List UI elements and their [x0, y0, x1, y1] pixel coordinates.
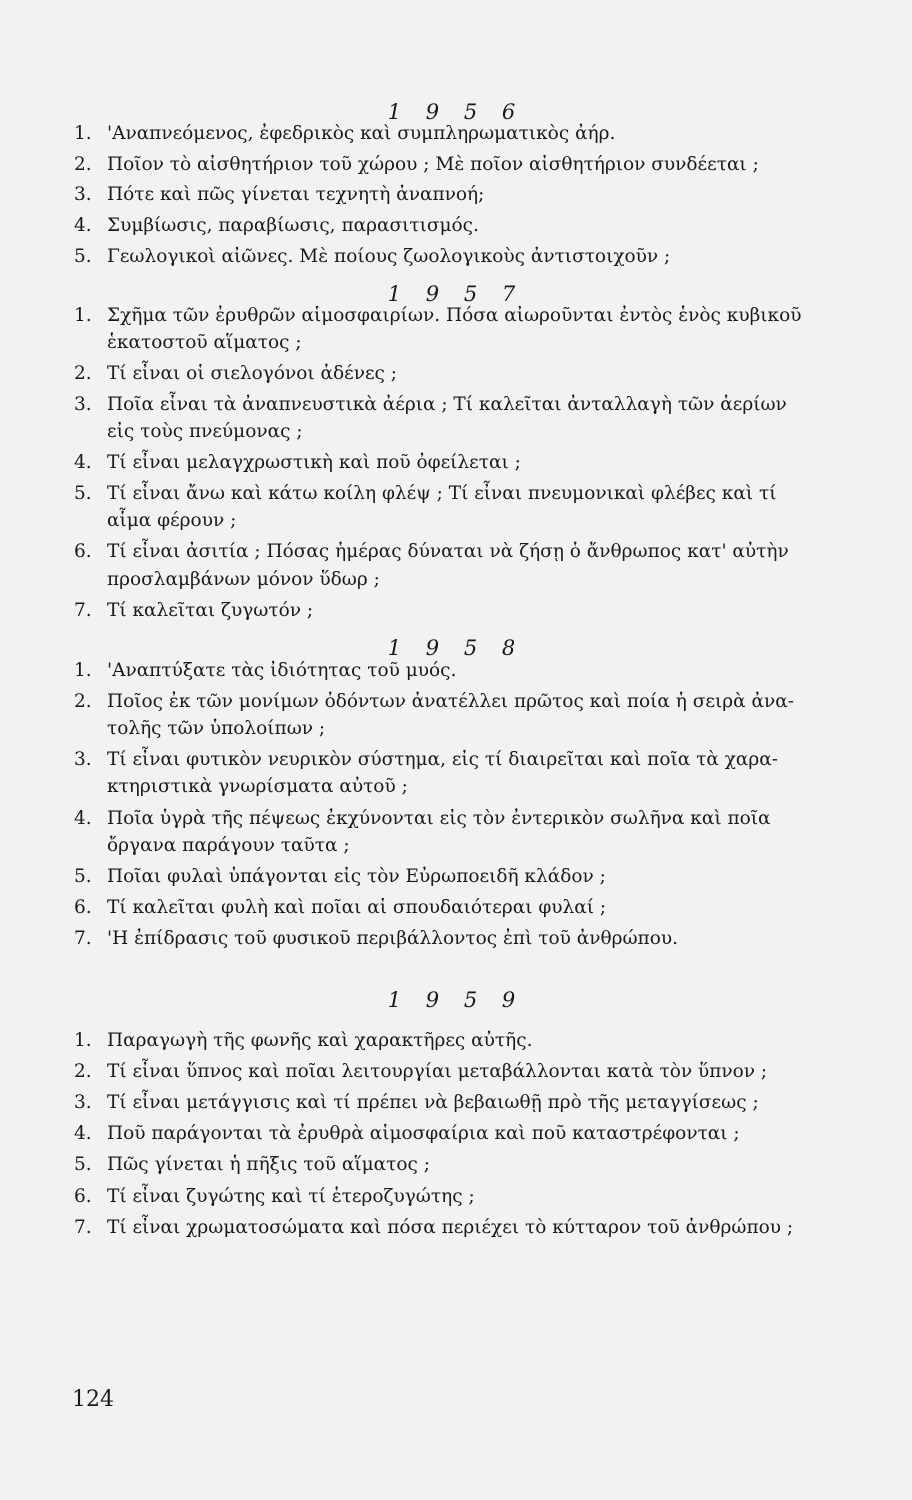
item-text: Ποῖαι φυλαὶ ὑπάγονται εἰς τὸν Εὐρωποειδῆ κλάδον ; — [107, 866, 606, 887]
list-item — [74, 1028, 869, 1054]
item-number: 4. — [74, 808, 92, 829]
item-text: Τί εἶναι ὕπνος καὶ ποῖαι λειτουργίαι μεταβάλλονται κατὰ τὸν ὕπνον ; — [107, 1061, 768, 1082]
item-number: 3. — [74, 1092, 92, 1113]
item-number: 1. — [74, 305, 92, 326]
item-text: Ποῖα ὑγρὰ τῆς πέψεως ἐκχύνονται εἰς τὸν ἐντερικὸν σωλῆνα καὶ ποῖα — [107, 808, 771, 829]
item-text: Γεωλογικοὶ αἰῶνες. Μὲ ποίους ζωολογικοὺς ἀντιστοιχοῦν ; — [107, 246, 671, 267]
item-text: Ποῖος ἐκ τῶν μονίμων ὀδόντων ἀνατέλλει πρῶτος καὶ ποία ἡ σειρὰ ἀνα- — [107, 691, 794, 712]
item-number: 2. — [74, 1061, 92, 1082]
item-text: Ποῖα εἶναι τὰ ἀναπνευστικὰ ἀέρια ; Τί καλεῖται ἀνταλλαγὴ τῶν ἀερίων — [107, 394, 787, 415]
list-item — [74, 182, 869, 208]
item-number: 3. — [74, 749, 92, 770]
item-number: 5. — [74, 1154, 92, 1175]
item-text-continued: τολῆς τῶν ὑπολοίπων ; — [107, 718, 326, 739]
item-number: 2. — [74, 363, 92, 384]
item-text: Τί εἶναι ἄνω καὶ κάτω κοίλη φλέψ ; Τί εἶναι πνευμονικαὶ φλέβες καὶ τί — [107, 483, 777, 504]
section-year-1956: 1 9 5 6 — [387, 100, 525, 124]
list-item — [74, 864, 869, 890]
item-text: Ποῦ παράγονται τὰ ἐρυθρὰ αἱμοσφαίρια καὶ ποῦ καταστρέφονται ; — [107, 1123, 740, 1144]
list-item — [74, 213, 869, 239]
list-item — [74, 806, 869, 832]
section-year-1959: 1 9 5 9 — [387, 988, 525, 1012]
list-item — [74, 1184, 869, 1210]
list-item — [74, 481, 869, 507]
item-text-continued: προσλαμβάνων μόνον ὕδωρ ; — [107, 569, 380, 590]
item-text: Τί εἶναι οἱ σιελογόνοι ἀδένες ; — [107, 363, 398, 384]
item-text: Πότε καὶ πῶς γίνεται τεχνητὴ ἀναπνοή; — [107, 184, 485, 205]
item-number: 5. — [74, 483, 92, 504]
item-text: Τί καλεῖται ζυγωτόν ; — [107, 600, 314, 621]
list-item — [74, 689, 869, 715]
list-item — [74, 1121, 869, 1147]
item-number: 2. — [74, 154, 92, 175]
item-number: 6. — [74, 1186, 92, 1207]
item-number: 5. — [74, 866, 92, 887]
item-number: 6. — [74, 541, 92, 562]
item-number: 4. — [74, 452, 92, 473]
item-text: Παραγωγὴ τῆς φωνῆς καὶ χαρακτῆρες αὐτῆς. — [107, 1030, 533, 1051]
item-text: Τί εἶναι ζυγώτης καὶ τί ἑτεροζυγώτης ; — [107, 1186, 475, 1207]
item-number: 3. — [74, 394, 92, 415]
item-text-continued: αἷμα φέρουν ; — [107, 510, 237, 531]
section-year-1958: 1 9 5 8 — [387, 636, 525, 660]
item-number: 4. — [74, 215, 92, 236]
list-item — [74, 747, 869, 773]
list-item — [74, 658, 869, 684]
item-text: Τί εἶναι ἀσιτία ; Πόσας ἡμέρας δύναται νὰ ζήσῃ ὁ ἄνθρωπος κατ' αὐτὴν — [107, 541, 789, 562]
item-number: 7. — [74, 928, 92, 949]
item-number: 4. — [74, 1123, 92, 1144]
item-text: Τί καλεῖται φυλὴ καὶ ποῖαι αἱ σπουδαιότεραι φυλαί ; — [107, 897, 607, 918]
list-item — [74, 392, 869, 418]
item-number: 7. — [74, 600, 92, 621]
item-text: Τί εἶναι μετάγγισις καὶ τί πρέπει νὰ βεβαιωθῇ πρὸ τῆς μεταγγίσεως ; — [107, 1092, 759, 1113]
list-item — [74, 895, 869, 921]
item-number: 6. — [74, 897, 92, 918]
item-text-continued: κτηριστικὰ γνωρίσματα αὐτοῦ ; — [107, 776, 408, 797]
item-text-continued: ἑκατοστοῦ αἵματος ; — [107, 332, 302, 353]
item-number: 3. — [74, 184, 92, 205]
list-item — [74, 598, 869, 624]
item-text: Σχῆμα τῶν ἐρυθρῶν αἱμοσφαιρίων. Πόσα αἰωροῦνται ἐντὸς ἑνὸς κυβικοῦ — [107, 305, 802, 326]
list-item — [74, 1090, 869, 1116]
item-number: 5. — [74, 246, 92, 267]
list-item — [74, 1152, 869, 1178]
list-item — [74, 539, 869, 565]
item-text: Τί εἶναι μελαγχρωστικὴ καὶ ποῦ ὀφείλεται ; — [107, 452, 521, 473]
item-number: 7. — [74, 1217, 92, 1238]
list-item — [74, 152, 869, 178]
list-item — [74, 450, 869, 476]
item-text: Τί εἶναι φυτικὸν νευρικὸν σύστημα, εἰς τί διαιρεῖται καὶ ποῖα τὰ χαρα- — [107, 749, 779, 770]
list-item — [74, 926, 869, 952]
item-text: 'Αναπνεόμενος, ἐφεδρικὸς καὶ συμπληρωματικὸς ἀήρ. — [107, 123, 616, 144]
list-item — [74, 121, 869, 147]
list-item — [74, 244, 869, 270]
item-text: 'Αναπτύξατε τὰς ἰδιότητας τοῦ μυός. — [107, 660, 457, 681]
item-text: Ποῖον τὸ αἰσθητήριον τοῦ χώρου ; Μὲ ποῖον αἰσθητήριον συνδέεται ; — [107, 154, 759, 175]
item-text: Συμβίωσις, παραβίωσις, παρασιτισμός. — [107, 215, 479, 236]
item-text-continued: ὄργανα παράγουν ταῦτα ; — [107, 835, 350, 856]
list-item — [74, 303, 869, 329]
item-text: 'Η ἐπίδρασις τοῦ φυσικοῦ περιβάλλοντος ἐπὶ τοῦ ἀνθρώπου. — [107, 928, 678, 949]
list-item — [74, 1215, 869, 1241]
section-year-1957: 1 9 5 7 — [387, 282, 525, 306]
item-text: Τί εἶναι χρωματοσώματα καὶ πόσα περιέχει τὸ κύτταρον τοῦ ἀνθρώπου ; — [107, 1217, 794, 1238]
item-number: 1. — [74, 660, 92, 681]
item-text-continued: εἰς τοὺς πνεύμονας ; — [107, 421, 303, 442]
item-number: 1. — [74, 123, 92, 144]
item-text: Πῶς γίνεται ἡ πῆξις τοῦ αἵματος ; — [107, 1154, 430, 1175]
list-item — [74, 1059, 869, 1085]
list-item — [74, 361, 869, 387]
item-number: 1. — [74, 1030, 92, 1051]
page-number: 124 — [72, 1387, 114, 1412]
item-number: 2. — [74, 691, 92, 712]
